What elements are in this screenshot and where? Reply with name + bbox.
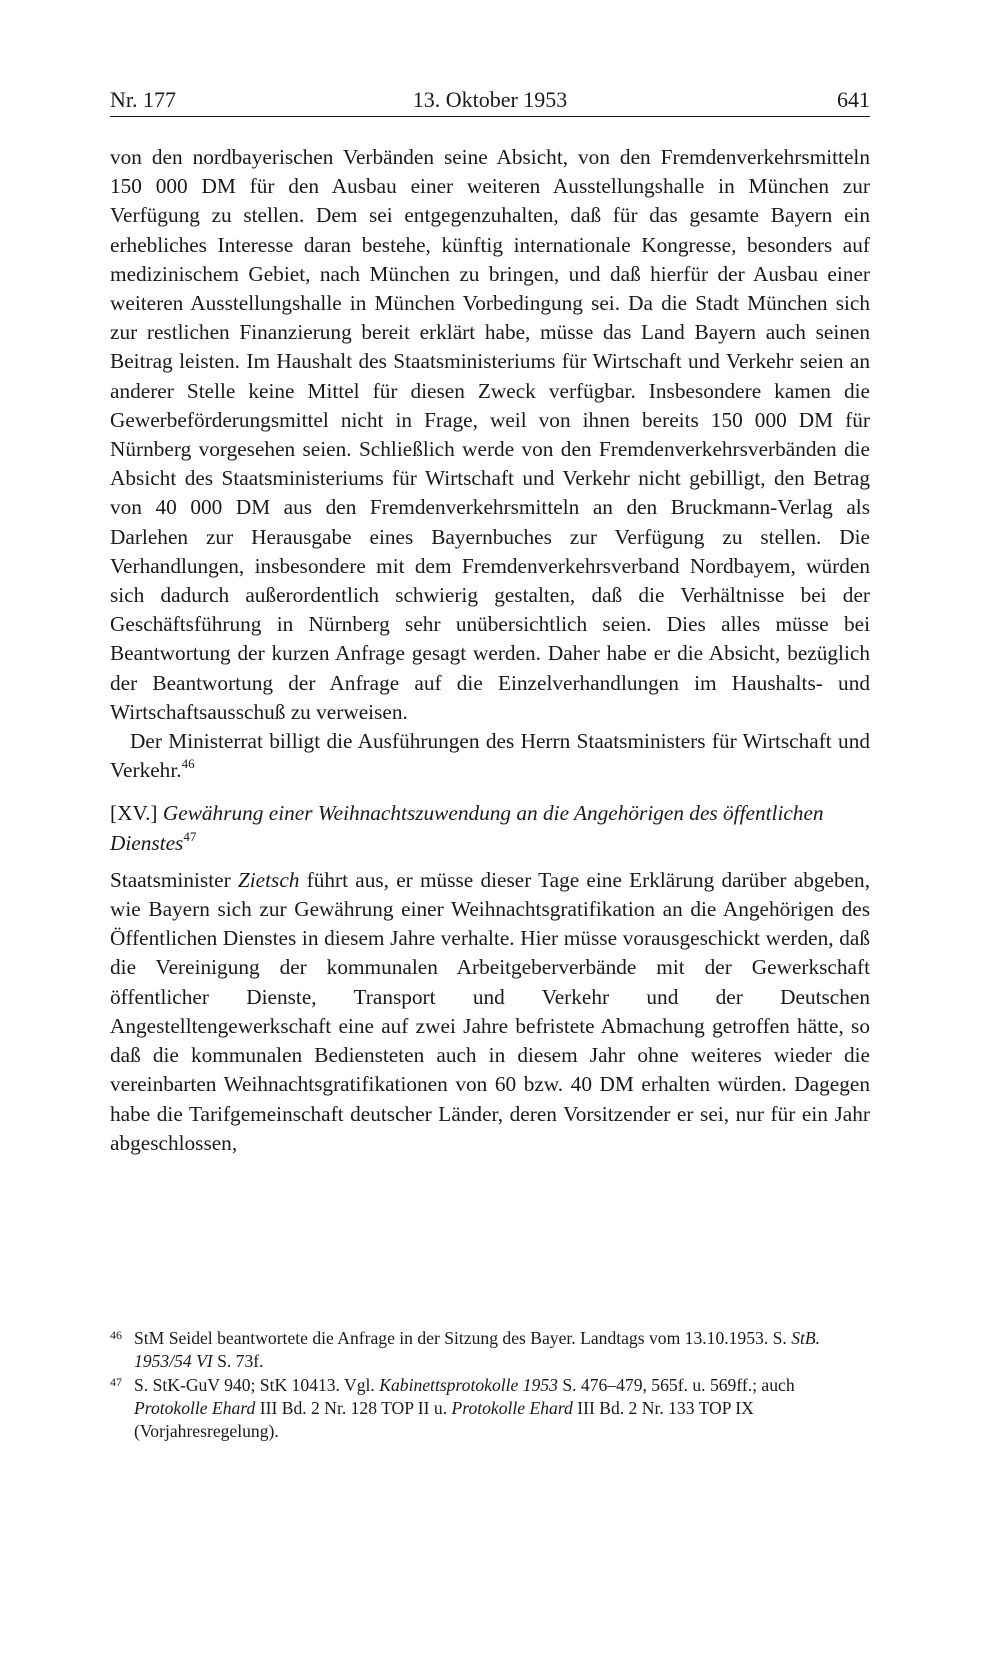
citation-title: StB. 1953/54 VI <box>134 1328 821 1371</box>
footnote-ref-46[interactable]: 46 <box>181 756 195 772</box>
citation-title: Kabinettsprotokolle 1953 <box>379 1375 558 1395</box>
page-number: 641 <box>837 87 870 112</box>
footnote-text: S. StK-GuV 940; StK 10413. Vgl. <box>134 1375 375 1395</box>
footnotes <box>110 1327 870 1444</box>
body-text <box>110 143 870 1158</box>
footnote-number: 46 <box>110 1328 122 1342</box>
document-number: Nr. 177 <box>110 87 176 112</box>
paragraph-text: Staatsminister <box>110 867 231 892</box>
decision-text: Der Ministerrat billigt die Ausführungen des Herrn Staatsministers für Wirtschaft und Verkehr. <box>110 729 870 783</box>
footnote-text: III Bd. 2 Nr. 133 TOP IX (Vorjahresregelung). <box>134 1398 754 1441</box>
person-name: Zietsch <box>237 867 300 892</box>
footnote-47 <box>110 1374 870 1443</box>
footnote-text: S. 476–479, 565f. u. 569ff.; auch <box>562 1375 795 1395</box>
footnote-ref-47[interactable]: 47 <box>183 828 197 844</box>
citation-title: Protokolle Ehard <box>134 1398 256 1418</box>
paragraph: von den nordbayerischen Verbänden seine Absicht, von den Fremdenverkehrsmitteln 150 000 DM für den Ausbau einer weiteren Ausstellungshalle in München zur Verfügung zu stellen. Dem sei entgegenzuhalten, daß für das gesamte Bayern ein erhebliches Interesse daran bestehe, künftig internationale Kongresse, besonders auf medizinischem Gebiet, nach München zu bringen, und daß hierfür der Ausbau einer weiteren Ausstellungshalle in München Vorbedingung sei. Da die Stadt München sich zur restlichen Finanzierung bereit erklärt habe, müsse das Land Bayern auch seinen Beitrag leisten. Im Haushalt des Staatsministeriums für Wirtschaft und Verkehr seien an anderer Stelle keine Mittel für diesen Zweck verfügbar. Insbesondere kamen die Gewerbeförderungsmittel nicht in Frage, weil von ihnen bereits 150 000 DM für Nürnberg vorgesehen seien. Schließlich werde von den Fremdenverkehrsverbänden die Absicht des Staatsministeriums für Wirtschaft und Verkehr nicht gebilligt, den Betrag von 40 000 DM aus den Fremdenverkehrsmitteln an den Bruckmann-Verlag als Darlehen zur Herausgabe eines Bayernbuches zur Verfügung zu stellen. Die Verhandlungen, insbesondere mit dem Fremdenverkehrsverband Nordbayem, würden sich dadurch außerordentlich schwierig gestalten, daß die Verhältnisse bei der Geschäftsführung in Nürnberg sehr unübersichtlich seien. Dies alles müsse bei Beantwortung der kurzen Anfrage gesagt werden. Daher habe er die Absicht, bezüglich der Beantwortung der Anfrage auf die Einzelverhandlungen im Haushalts- und Wirtschaftsausschuß zu verweisen. <box>110 145 870 724</box>
citation-title: Protokolle Ehard <box>451 1398 573 1418</box>
section-title: Gewährung einer Weihnachtszuwendung an die Angehörigen des öffentlichen Dienstes <box>110 801 824 855</box>
section-number: [XV.] <box>110 801 158 826</box>
paragraph-decision <box>110 727 870 785</box>
header-date: 13. Oktober 1953 <box>412 87 568 112</box>
section-heading <box>110 799 870 857</box>
footnote-text: StM Seidel beantwortete die Anfrage in der Sitzung des Bayer. Landtags vom 13.10.1953. S. <box>134 1328 787 1348</box>
footnote-46 <box>110 1327 870 1373</box>
footnote-text: S. 73f. <box>217 1351 264 1371</box>
running-header <box>110 84 870 117</box>
paragraph <box>110 866 870 1158</box>
footnote-text: III Bd. 2 Nr. 128 TOP II u. <box>259 1398 448 1418</box>
footnote-number: 47 <box>110 1375 122 1389</box>
paragraph-text: führt aus, er müsse dieser Tage eine Erklärung darüber abgeben, wie Bayern sich zur Gewährung einer Weihnachtsgratifikation an die Angehörigen des Öffentlichen Dienstes in diesem Jahre verhalte. Hier müsse vorausgeschickt werden, daß die Vereinigung der kommunalen Arbeitgeberverbände mit der Gewerkschaft öffentlicher Dienste, Transport und Verkehr und der Deutschen Angestelltengewerkschaft eine auf zwei Jahre befristete Abmachung getroffen hätte, so daß die kommunalen Bediensteten auch in diesem Jahr ohne weiteres wieder die vereinbarten Weihnachtsgratifikationen von 60 bzw. 40 DM erhalten würden. Dagegen habe die Tarifgemeinschaft deutscher Länder, deren Vorsitzender er sei, nur für ein Jahr abgeschlossen, <box>110 867 871 1155</box>
